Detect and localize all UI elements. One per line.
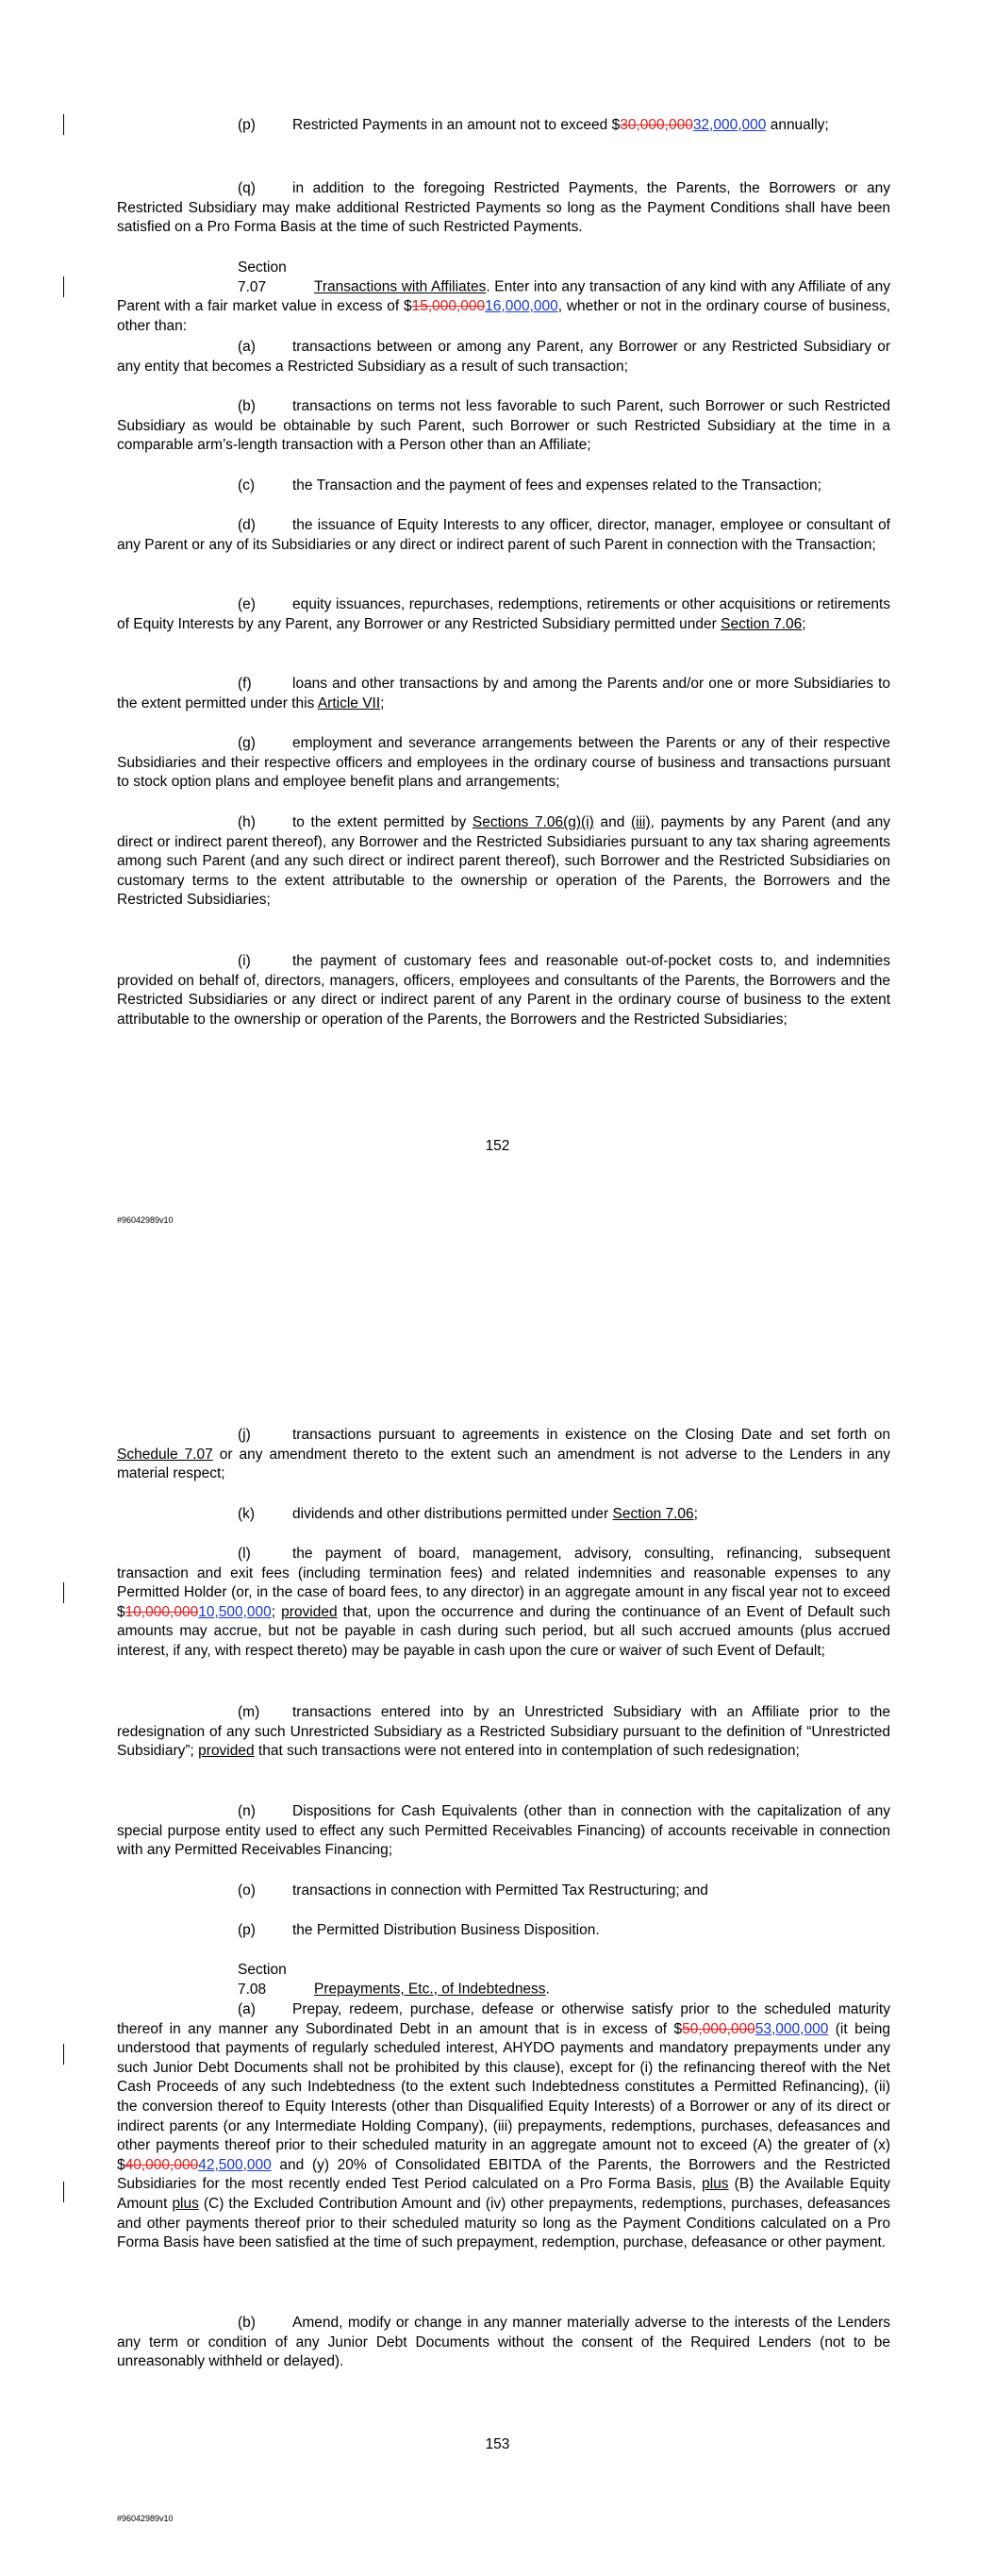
clause-label: (p)	[238, 1922, 256, 1938]
clause-o: (o) transactions in connection with Permitted Tax Restructuring; and	[117, 1882, 890, 1901]
plus-term: plus	[702, 2176, 729, 2193]
clause-n: (n) Dispositions for Cash Equivalents (other than in connection with the capitalization of any special purpose entity used to effect any such Permitted Receivables Financing) of accounts receivable in connection with any Permitted Receivables Financing;	[117, 1803, 890, 1859]
clause-label: (m)	[238, 1704, 260, 1720]
clause-label: (k)	[238, 1506, 256, 1522]
clause-p2: (p) the Permitted Distribution Business Disposition.	[117, 1921, 890, 1941]
cross-reference: Sections 7.06(g)(i)	[472, 814, 594, 830]
section-label: Section 7.07	[238, 259, 287, 295]
clause-label: (l)	[238, 1546, 251, 1562]
deleted-amount: 40,000,000	[124, 2156, 199, 2173]
clause-label: (g)	[238, 735, 256, 751]
clause-b2: (b) Amend, modify or change in any manner materially adverse to the interests of the Lenders any term or condition of any Junior Debt Documents without the consent of the Required Lenders (not to be unreasonably withheld or delayed).	[117, 2315, 890, 2370]
doc-id: #96042989v10	[117, 2514, 174, 2523]
clause-label: (o)	[238, 1882, 256, 1899]
clause-a2: (a) Prepay, redeem, purchase, defease or otherwise satisfy prior to the scheduled maturity thereof in any manner any Subordinated Debt in an amount that is in excess of $50,000,00053,000,000 (it being understood that payments of regularly scheduled interest, AHYDO payments and mandatory prepayments under any such Junior Debt Documents shall not be prohibited by this clause), except for (i) the refinancing thereof with the Net Cash Proceeds of any such Indebtedness (to the extent such Indebtedness constitutes a Permitted Refinancing), (ii) the conversion thereof to Equity Interests (other than Disqualified Equity Interests) of a Borrower or any of its direct or indirect parents (or any Intermediate Holding Company), (iii) prepayments, redemptions, purchases, defeasances and other payments thereof prior to their scheduled maturity in an aggregate amount not to exceed (A) the greater of (x) $40,000,00042,500,000 and (y) 20% of Consolidated EBITDA of the Parents, the Borrowers and the Restricted Subsidiaries for the most recently ended Test Period calculated on a Pro Forma Basis, plus (B) the Available Equity Amount plus (C) the Excluded Contribution Amount and (iv) other prepayments, redemptions, purchases, defeasances and other payments thereof prior to their scheduled maturity so long as the Payment Conditions calculated on a Pro Forma Basis have been satisfied at the time of such prepayment, redemption, purchase, defeasance or other payment.	[117, 2001, 891, 2251]
clause-label: (f)	[238, 676, 252, 692]
section-7-07: Section 7.07 Transactions with Affiliates. Enter into any transaction of any kind with any Affiliate of any Parent with a fair market value in excess of $15,000,00016,000,000, whether or not in the ordinary course of business, other than:	[117, 259, 891, 334]
clause-label: (n)	[238, 1803, 256, 1819]
deleted-amount: 30,000,000	[620, 117, 693, 133]
clause-e: (e) equity issuances, repurchases, redemptions, retirements or other acquisitions or retirements of Equity Interests by any Parent, any Borrower or any Restricted Subsidiary permitted under Section 7.06;	[117, 596, 890, 632]
page-number: 152	[485, 1138, 510, 1154]
clause-label: (c)	[238, 477, 256, 493]
cross-reference: Schedule 7.07	[117, 1446, 213, 1463]
inserted-amount: 32,000,000	[692, 117, 767, 133]
page-number: 153	[485, 2436, 510, 2452]
provided-term: provided	[281, 1603, 338, 1620]
clause-j: (j) transactions pursuant to agreements in existence on the Closing Date and set forth on Schedule 7.07 or any amendment thereto to the extent such an amendment is not adverse to the Lenders in any material respect;	[117, 1427, 891, 1482]
inserted-amount: 42,500,000	[198, 2156, 272, 2173]
clause-b: (b) transactions on terms not less favorable to such Parent, such Borrower or such Restricted Subsidiary as would be obtainable by such Parent, such Borrower or such Restricted Subsidiary at the time in a comparable arm’s-length transaction with a Person other than an Affiliate;	[117, 398, 890, 454]
doc-id: #96042989v10	[117, 1215, 174, 1225]
cross-reference: Section 7.06	[721, 615, 803, 632]
clause-label: (i)	[238, 953, 251, 969]
clause-i: (i) the payment of customary fees and reasonable out-of-pocket costs to, and indemnities provided on behalf of, directors, managers, officers, employees and consultants of the Parents, the Borrowers and the Restricted Subsidiaries or any direct or indirect parent of any Parent in the ordinary course of business to the extent attributable to the ownership or operation of the Parents, the Borrowers and the Restricted Subsidiaries;	[117, 953, 890, 1028]
clause-label: (j)	[238, 1427, 251, 1443]
clause-p: (p) Restricted Payments in an amount not to exceed $30,000,00032,000,000 annually;	[117, 116, 890, 136]
change-bar	[63, 114, 64, 135]
clause-q: (q) in addition to the foregoing Restricted Payments, the Parents, the Borrowers or any Restricted Subsidiary may make additional Restricted Payments so long as the Payment Conditions shall have been satisfied on a Pro Forma Basis at the time of such Restricted Payments.	[117, 180, 890, 236]
clause-h: (h) to the extent permitted by Sections 7.06(g)(i) and (iii), payments by any Parent (and any direct or indirect parent thereof), any Borrower and the Restricted Subsidiaries pursuant to any tax sharing agreements among such Parent (and any such direct or indirect parent thereof), such Borrower and the Restricted Subsidiaries on customary terms to the extent attributable to the ownership or operation of the Parents, the Borrowers and the Restricted Subsidiaries;	[117, 814, 890, 909]
clause-l: (l) the payment of board, management, advisory, consulting, refinancing, subsequent transaction and exit fees (including termination fees) and related indemnities and reasonable expenses to any Permitted Holder (or, in the case of board fees, to any director) in an aggregate amount in any fiscal year not to exceed $10,000,00010,500,000; provided that, upon the occurrence and during the continuance of an Event of Default such amounts may accrue, but not be payable in cash during such period, but all such accrued amounts (plus accrued interest, if any, with respect thereto) may be payable in cash upon the cure or waiver of such Event of Default;	[117, 1546, 890, 1659]
clause-label: (b)	[238, 398, 256, 414]
clause-label: (b)	[238, 2315, 256, 2331]
inserted-amount: 16,000,000	[485, 298, 558, 315]
section-heading: Transactions with Affiliates	[314, 278, 487, 295]
clause-m: (m) transactions entered into by an Unrestricted Subsidiary with an Affiliate prior to the redesignation of any such Unrestricted Subsidiary as a Restricted Subsidiary pursuant to the definition of “Unrestricted Subsidiary”; provided that such transactions were not entered into in contemplation of such redesignation;	[117, 1704, 890, 1760]
change-bar	[63, 2182, 64, 2202]
inserted-amount: 10,500,000	[198, 1603, 272, 1620]
clause-label: (q)	[238, 180, 256, 196]
clause-label: (a)	[238, 2001, 256, 2017]
section-label: Section 7.08	[238, 1962, 287, 1998]
section-7-08: Section 7.08 Prepayments, Etc., of Indebtedness.	[117, 1961, 890, 1999]
change-bar	[63, 2044, 64, 2065]
document-page-153	[0, 1359, 995, 2576]
clause-label: (a)	[238, 339, 256, 355]
change-bar	[63, 1582, 64, 1603]
clause-label: (e)	[238, 596, 256, 612]
clause-label: (h)	[238, 814, 256, 830]
clause-d: (d) the issuance of Equity Interests to any officer, director, manager, employee or consultant of any Parent or any of its Subsidiaries or any direct or indirect parent of such Parent in connection with the Transaction;	[117, 517, 890, 553]
cross-reference: Section 7.06	[612, 1506, 694, 1522]
deleted-amount: 50,000,000	[682, 2020, 755, 2037]
clause-label: (p)	[238, 117, 256, 133]
inserted-amount: 53,000,000	[755, 2020, 829, 2037]
cross-reference: (iii)	[630, 814, 651, 830]
clause-k: (k) dividends and other distributions permitted under Section 7.06;	[117, 1505, 890, 1525]
section-heading: Prepayments, Etc., of Indebtedness	[314, 1981, 546, 1998]
cross-reference: Article VII	[317, 694, 381, 711]
clause-label: (d)	[238, 517, 256, 533]
change-bar	[63, 276, 64, 297]
deleted-amount: 15,000,000	[411, 298, 486, 315]
clause-f: (f) loans and other transactions by and among the Parents and/or one or more Subsidiaries to the extent permitted under this Article VII;	[117, 676, 890, 711]
clause-c: (c) the Transaction and the payment of fees and expenses related to the Transaction;	[117, 477, 890, 496]
deleted-amount: 10,000,000	[124, 1603, 199, 1620]
clause-g: (g) employment and severance arrangements between the Parents or any of their respective Subsidiaries and their respective officers and employees in the ordinary course of business and transactions pursuant to stock option plans and employee benefit plans and arrangements;	[117, 735, 890, 791]
plus-term: plus	[172, 2195, 199, 2212]
clause-a: (a) transactions between or among any Parent, any Borrower or any Restricted Subsidiary or any entity that becomes a Restricted Subsidiary as a result of such transaction;	[117, 339, 890, 375]
provided-term: provided	[198, 1743, 255, 1760]
